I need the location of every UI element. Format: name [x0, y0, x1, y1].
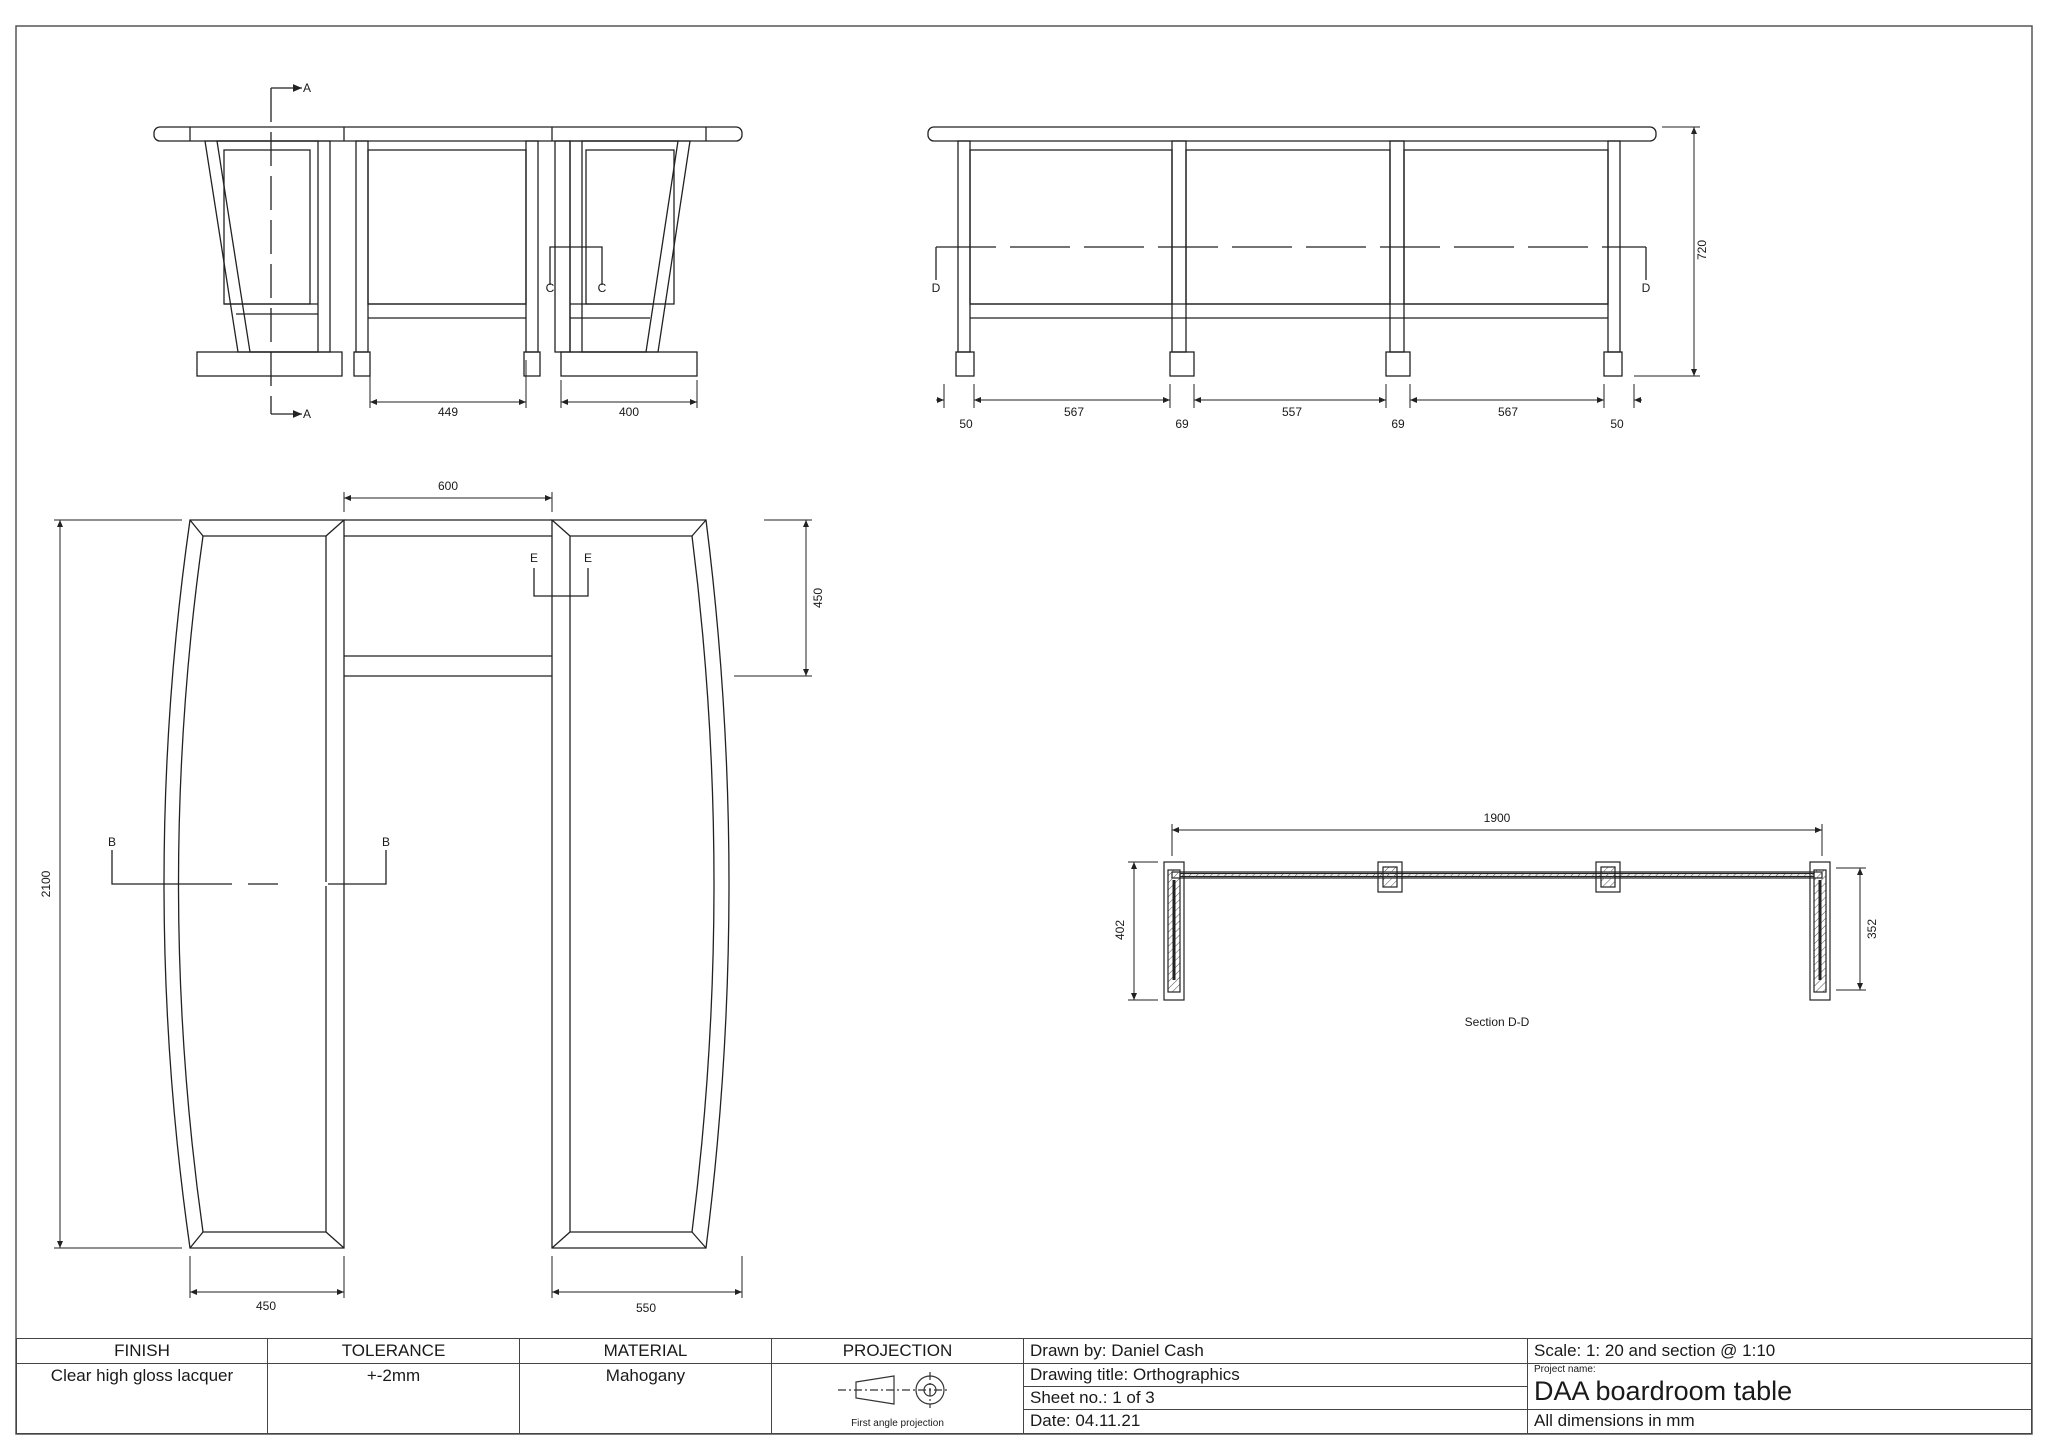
projection-label: PROJECTION — [772, 1338, 1024, 1364]
plan-view — [54, 492, 812, 1298]
tolerance-value: +-2mm — [268, 1364, 520, 1434]
finish-label: FINISH — [16, 1338, 268, 1364]
plan-dim-550: 550 — [635, 1301, 657, 1315]
drawing-title: Drawing title: Orthographics — [1024, 1364, 1528, 1387]
section-mark-b-right: B — [381, 835, 391, 849]
sheet-number: Sheet no.: 1 of 3 — [1024, 1387, 1528, 1410]
title-block — [16, 1338, 2032, 1434]
section-mark-d-left: D — [931, 281, 941, 295]
finish-value: Clear high gloss lacquer — [16, 1364, 268, 1434]
date: Date: 04.11.21 — [1024, 1410, 1528, 1434]
section-mark-d-right: D — [1641, 281, 1651, 295]
material-label: MATERIAL — [520, 1338, 772, 1364]
projection-cell — [772, 1364, 1024, 1434]
plan-dim-450-width: 450 — [255, 1299, 277, 1313]
plan-dim-600: 600 — [437, 479, 459, 493]
side-dim-567-left: 567 — [1063, 405, 1085, 419]
front-view — [154, 88, 742, 414]
section-mark-a-top: A — [302, 81, 312, 95]
projection-note: First angle projection — [851, 1418, 944, 1429]
first-angle-projection-icon — [772, 1368, 1024, 1418]
drawn-by: Drawn by: Daniel Cash — [1024, 1338, 1528, 1364]
section-dim-352: 352 — [1865, 918, 1879, 940]
side-dim-50-left: 50 — [959, 417, 973, 431]
side-dim-720: 720 — [1695, 239, 1709, 261]
section-dim-1900: 1900 — [1483, 811, 1511, 825]
side-dim-567-right: 567 — [1497, 405, 1519, 419]
side-dim-557: 557 — [1281, 405, 1303, 419]
project-name-cell — [1528, 1364, 2032, 1410]
plan-dim-2100: 2100 — [39, 870, 53, 898]
section-d-d — [1128, 824, 1866, 1000]
tolerance-label: TOLERANCE — [268, 1338, 520, 1364]
project-name-label: Project name: — [1534, 1364, 1596, 1375]
front-dim-400: 400 — [618, 405, 640, 419]
section-mark-e-left: E — [529, 551, 539, 565]
side-dim-50-right: 50 — [1610, 417, 1624, 431]
section-mark-a-bottom: A — [302, 407, 312, 421]
side-dim-69-right: 69 — [1391, 417, 1405, 431]
plan-dim-450-depth: 450 — [811, 587, 825, 609]
material-value: Mahogany — [520, 1364, 772, 1434]
section-mark-b-left: B — [107, 835, 117, 849]
side-dim-69-left: 69 — [1175, 417, 1189, 431]
scale: Scale: 1: 20 and section @ 1:10 — [1528, 1338, 2032, 1364]
section-dim-402: 402 — [1113, 919, 1127, 941]
section-mark-e-right: E — [583, 551, 593, 565]
section-mark-c-right: C — [597, 281, 607, 295]
project-name: DAA boardroom table — [1534, 1376, 1793, 1406]
side-view — [928, 127, 1700, 408]
units-note: All dimensions in mm — [1528, 1410, 2032, 1434]
section-mark-c-left: C — [545, 281, 555, 295]
section-caption: Section D-D — [1464, 1015, 1530, 1029]
front-dim-449: 449 — [437, 405, 459, 419]
